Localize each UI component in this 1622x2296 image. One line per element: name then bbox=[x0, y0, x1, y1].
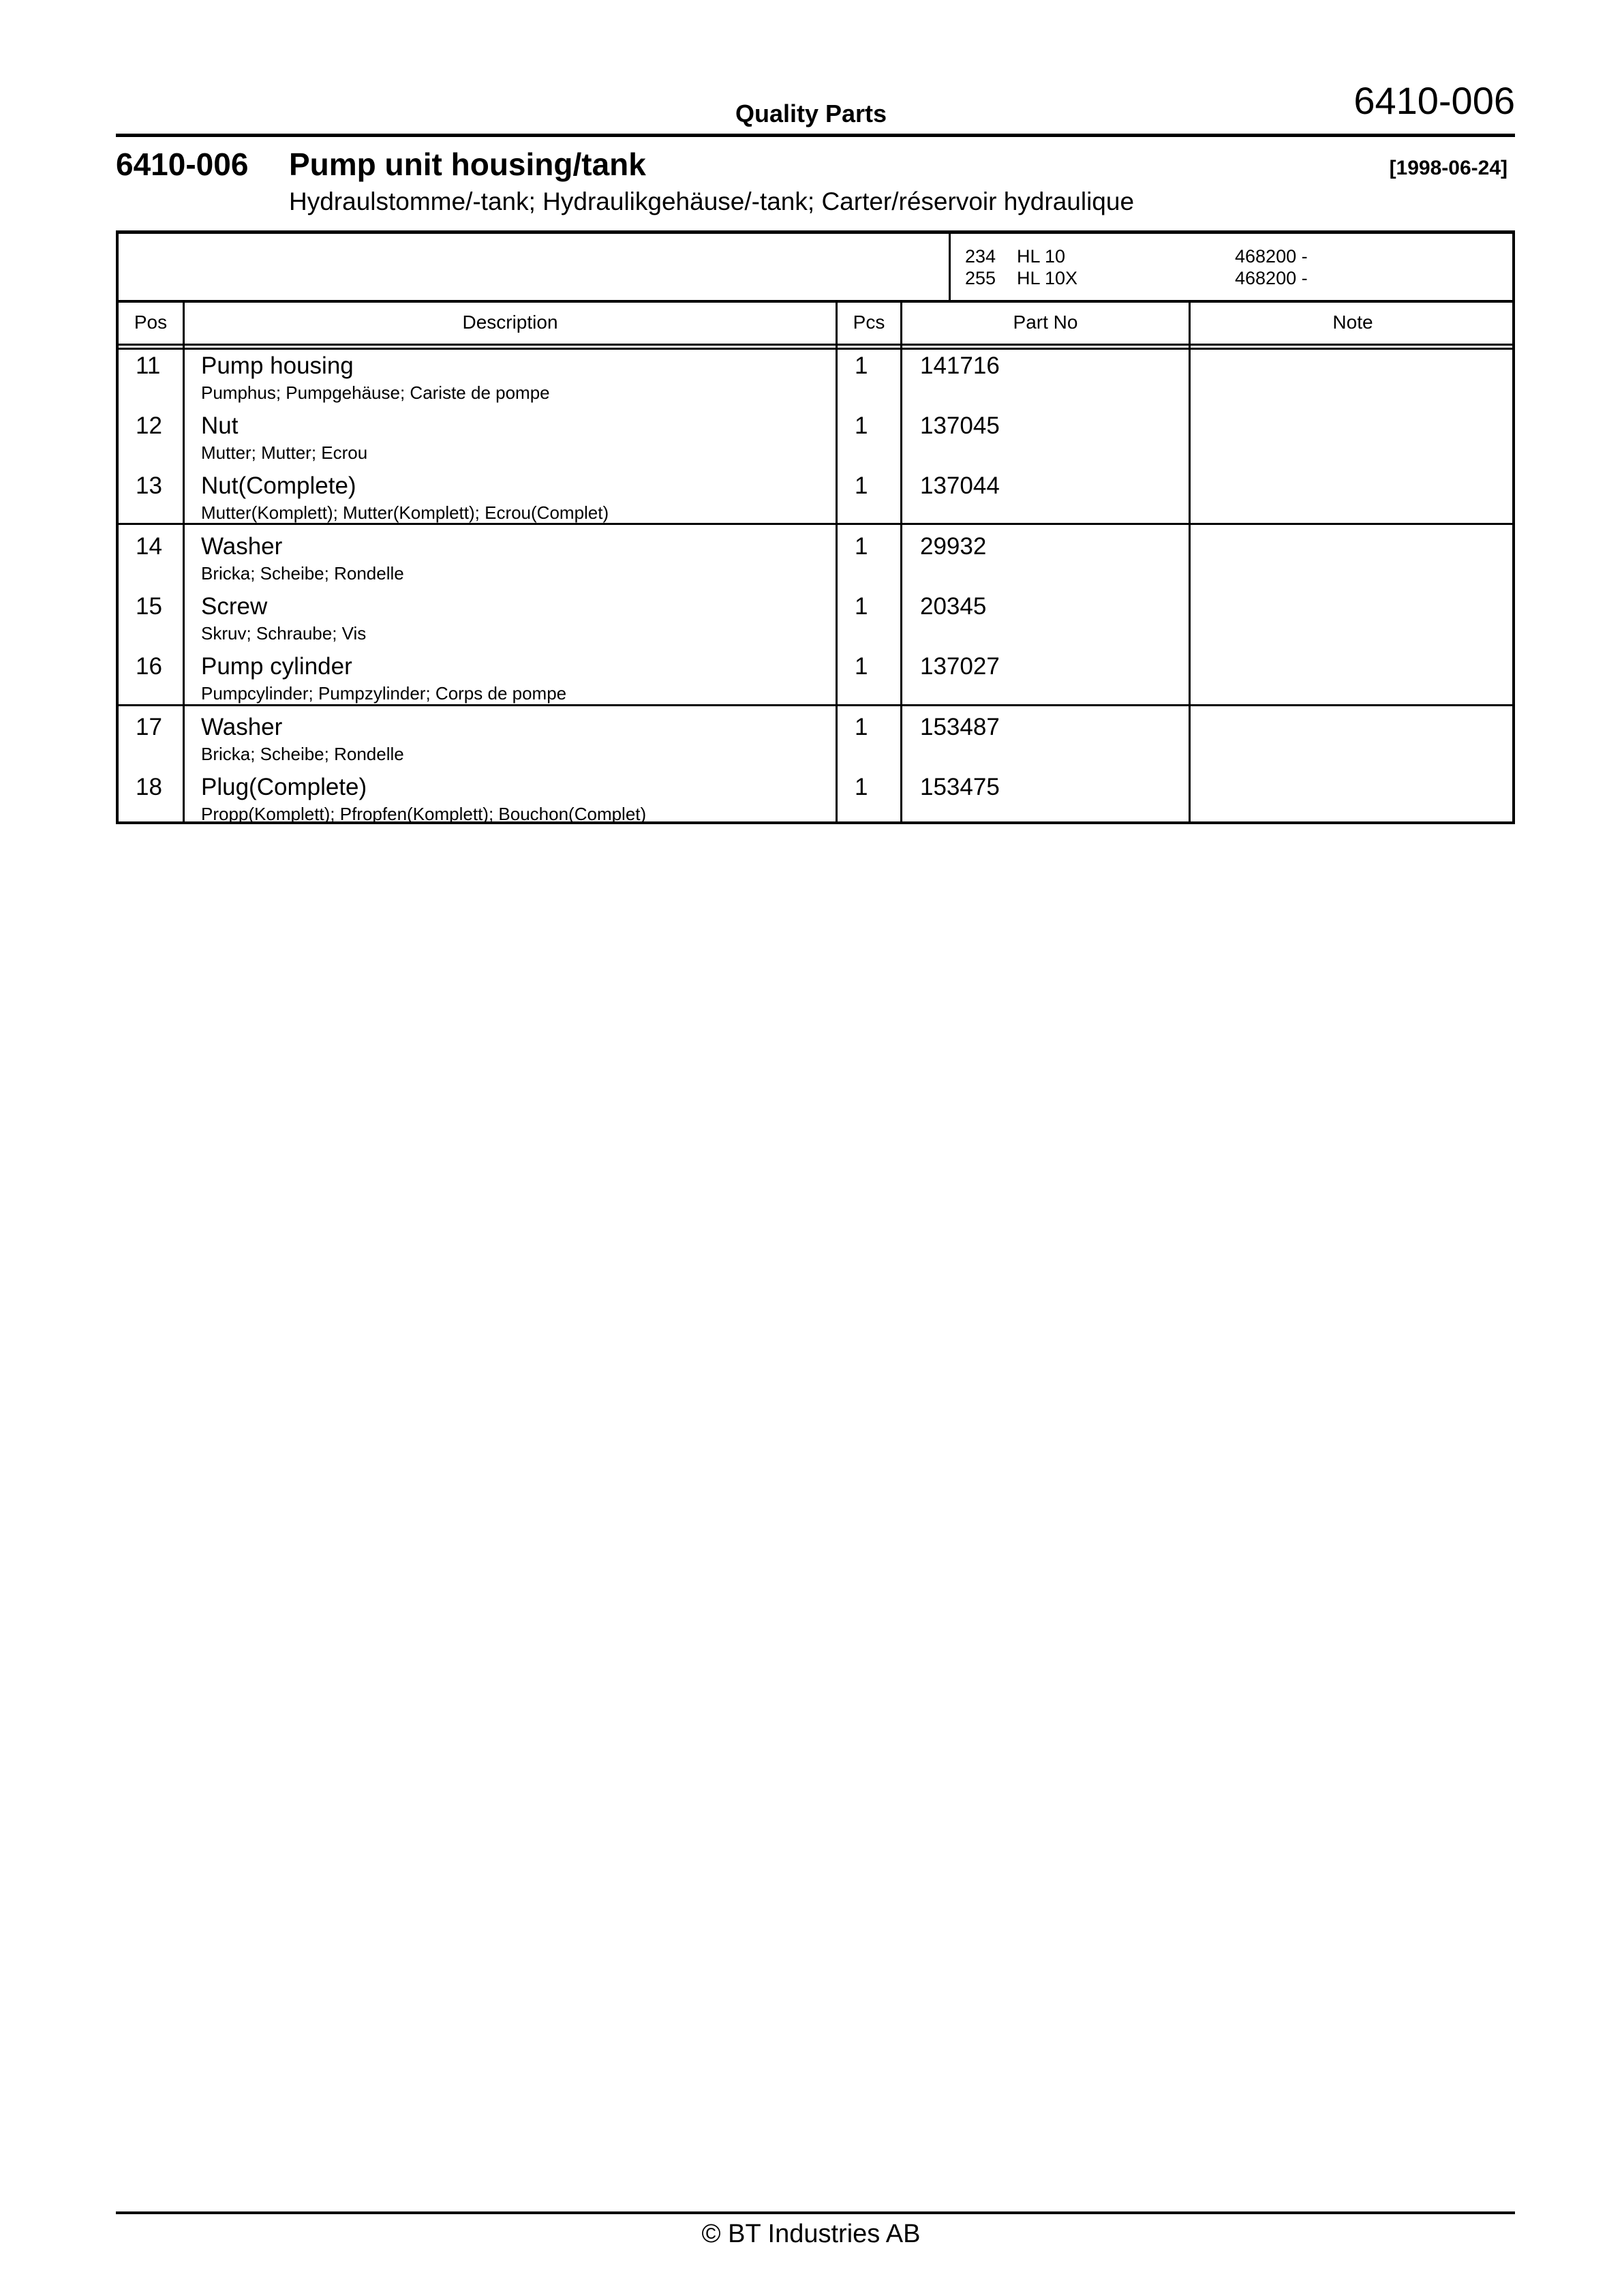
row-pcs: 1 bbox=[855, 714, 868, 740]
row-part-no: 141716 bbox=[920, 352, 1000, 379]
row-pos: 15 bbox=[136, 593, 162, 620]
row-pos: 16 bbox=[136, 653, 162, 680]
row-name: Washer bbox=[201, 714, 283, 740]
table-row bbox=[119, 771, 1512, 831]
header-page-code: 6410-006 bbox=[1353, 79, 1515, 122]
row-name: Nut(Complete) bbox=[201, 472, 356, 499]
row-part-no: 137045 bbox=[920, 412, 1000, 439]
row-pos: 11 bbox=[136, 352, 161, 379]
row-pcs: 1 bbox=[855, 352, 868, 379]
row-pcs: 1 bbox=[855, 653, 868, 680]
row-pcs: 1 bbox=[855, 412, 868, 439]
row-part-no: 137027 bbox=[920, 653, 1000, 680]
row-translations: Propp(Komplett); Pfropfen(Komplett); Bouchon(Complet) bbox=[201, 804, 647, 824]
col-header-pos: Pos bbox=[134, 312, 168, 333]
table-row bbox=[119, 650, 1512, 710]
table-row bbox=[119, 590, 1512, 650]
table-row bbox=[119, 530, 1512, 590]
row-name: Nut bbox=[201, 412, 239, 439]
models-divider bbox=[949, 234, 951, 300]
col-header-pcs: Pcs bbox=[853, 312, 885, 333]
row-name: Pump cylinder bbox=[201, 653, 352, 680]
page-title: Pump unit housing/tank bbox=[289, 147, 646, 182]
row-name: Screw bbox=[201, 593, 268, 620]
col-header-description: Description bbox=[462, 312, 558, 333]
row-pos: 14 bbox=[136, 533, 162, 560]
table-row bbox=[119, 410, 1512, 470]
header-line bbox=[119, 344, 1512, 346]
footer-copyright: © BT Industries AB bbox=[701, 2220, 921, 2248]
model-serial: 468200 - bbox=[1235, 246, 1308, 267]
row-pos: 17 bbox=[136, 714, 162, 740]
row-name: Pump housing bbox=[201, 352, 354, 379]
model-serial: 468200 - bbox=[1235, 268, 1308, 288]
row-translations: Pumphus; Pumpgehäuse; Cariste de pompe bbox=[201, 382, 550, 403]
row-pos: 18 bbox=[136, 774, 162, 800]
row-name: Plug(Complete) bbox=[201, 774, 367, 800]
row-part-no: 20345 bbox=[920, 593, 987, 620]
row-translations: Bricka; Scheibe; Rondelle bbox=[201, 563, 404, 584]
row-translations: Pumpcylinder; Pumpzylinder; Corps de pompe bbox=[201, 683, 567, 704]
row-translations: Mutter; Mutter; Ecrou bbox=[201, 442, 368, 463]
header-section-title: Quality Parts bbox=[735, 100, 887, 127]
row-translations: Skruv; Schraube; Vis bbox=[201, 623, 367, 644]
row-translations: Bricka; Scheibe; Rondelle bbox=[201, 744, 404, 764]
row-pcs: 1 bbox=[855, 472, 868, 499]
row-part-no: 153475 bbox=[920, 774, 1000, 800]
footer-divider bbox=[116, 2211, 1515, 2214]
model-code: 255 bbox=[965, 268, 996, 288]
row-translations: Mutter(Komplett); Mutter(Komplett); Ecrou(Complet) bbox=[201, 502, 609, 523]
row-pos: 12 bbox=[136, 412, 162, 439]
parts-table bbox=[116, 230, 1515, 824]
model-name: HL 10 bbox=[1017, 246, 1066, 267]
table-row bbox=[119, 350, 1512, 410]
header-divider bbox=[116, 134, 1515, 137]
model-name: HL 10X bbox=[1017, 268, 1078, 288]
model-code: 234 bbox=[965, 246, 996, 267]
row-part-no: 137044 bbox=[920, 472, 1000, 499]
row-pos: 13 bbox=[136, 472, 162, 499]
row-name: Washer bbox=[201, 533, 283, 560]
row-part-no: 29932 bbox=[920, 533, 987, 560]
table-row bbox=[119, 470, 1512, 530]
row-part-no: 153487 bbox=[920, 714, 1000, 740]
title-date: [1998-06-24] bbox=[1389, 157, 1508, 179]
col-header-note: Note bbox=[1332, 312, 1373, 333]
row-pcs: 1 bbox=[855, 774, 868, 800]
row-pcs: 1 bbox=[855, 593, 868, 620]
models-bottom-line bbox=[119, 300, 1512, 303]
title-code: 6410-006 bbox=[116, 147, 249, 182]
row-pcs: 1 bbox=[855, 533, 868, 560]
page-subtitle: Hydraulstomme/-tank; Hydraulikgehäuse/-tank; Carter/réservoir hydraulique bbox=[289, 187, 1135, 215]
col-header-part-no: Part No bbox=[1013, 312, 1078, 333]
table-row bbox=[119, 711, 1512, 771]
